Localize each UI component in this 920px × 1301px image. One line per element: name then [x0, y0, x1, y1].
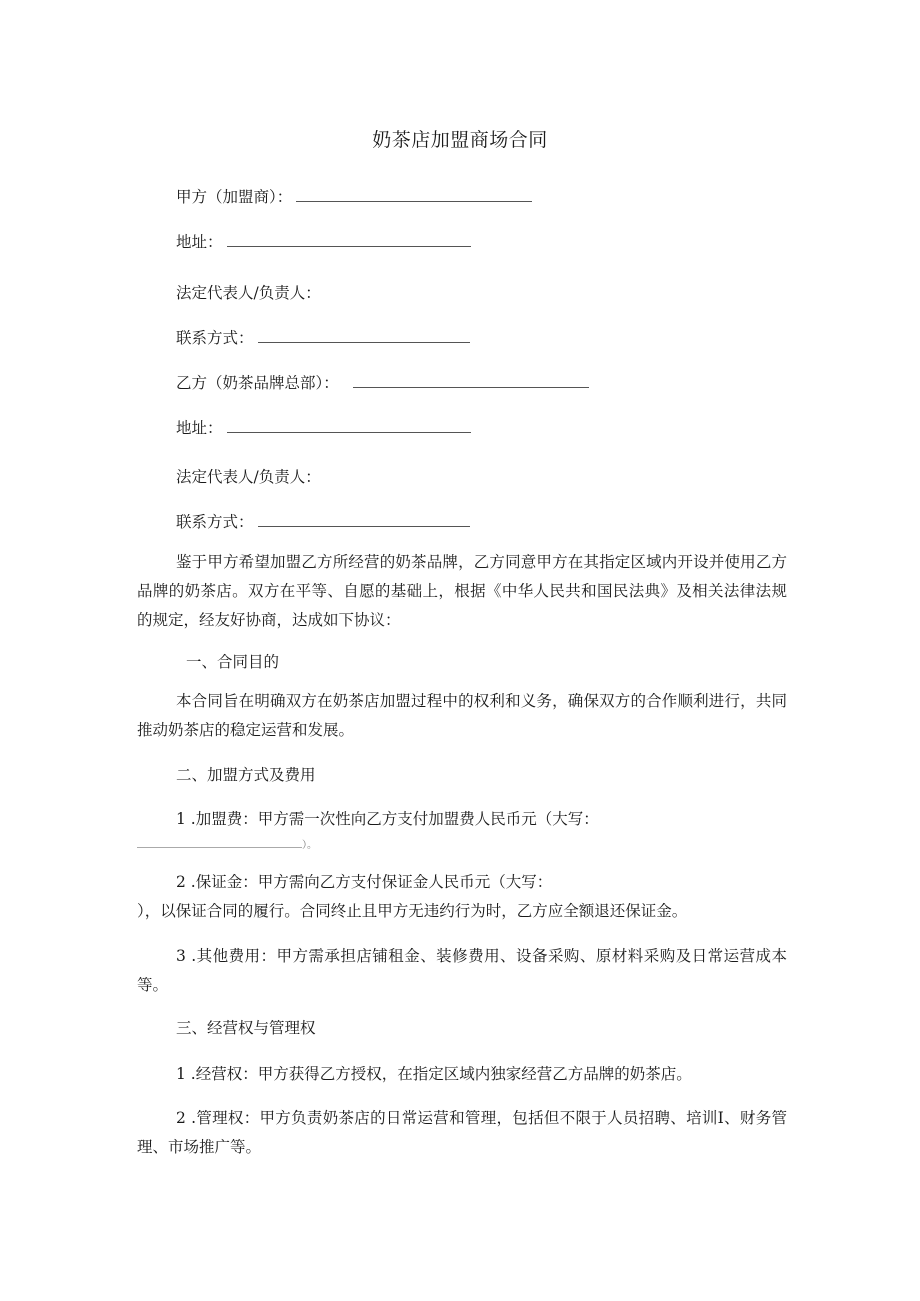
party-b-contact-label: 联系方式： [176, 513, 254, 531]
party-a-contact-blank[interactable] [258, 328, 470, 343]
fee-capital-blank[interactable] [137, 837, 302, 848]
party-b-address-blank[interactable] [227, 418, 471, 433]
party-b-contact-line [176, 511, 470, 533]
section-1-heading: 一、合同目的 [186, 653, 280, 671]
section-3-item-2: 2 .管理权：甲方负责奶茶店的日常运营和管理，包括但不限于人员招聘、培训I、财务管理、市场推广等。 [137, 1109, 787, 1156]
party-a-address-blank[interactable] [227, 232, 471, 247]
section-1-body: 本合同旨在明确双方在奶茶店加盟过程中的权利和义务，确保双方的合作顺利进行，共同推动奶茶店的稳定运营和发展。 [137, 692, 787, 739]
section-2-item-1-tail: ）。 [302, 840, 317, 851]
section-2-heading: 二、加盟方式及费用 [176, 766, 316, 784]
section-2-item-3: 3 .其他费用：甲方需承担店铺租金、装修费用、设备采购、原材料采购及日常运营成本等。 [137, 947, 787, 994]
party-a-name-blank[interactable] [296, 187, 532, 202]
section-3-heading: 三、经营权与管理权 [176, 1019, 316, 1037]
party-a-contact-label: 联系方式： [176, 329, 254, 347]
party-b-name-blank[interactable] [353, 373, 589, 388]
party-a-rep-label: 法定代表人/负责人： [176, 284, 321, 302]
section-2-item-1-blank-line [137, 832, 317, 857]
party-a-address-line [176, 231, 471, 253]
party-b-contact-blank[interactable] [258, 512, 470, 527]
section-3-item-1: 1 .经营权：甲方获得乙方授权，在指定区域内独家经营乙方品牌的奶茶店。 [176, 1065, 692, 1083]
party-b-rep-label: 法定代表人/负责人： [176, 468, 321, 486]
section-2-item-1: 1 .加盟费：甲方需一次性向乙方支付加盟费人民币元（大写： [176, 810, 599, 828]
party-a-contact-line [176, 327, 470, 349]
party-a-rep-line [176, 282, 321, 304]
party-b-address-line [176, 417, 471, 439]
section-2-item-2-line-1: 2 .保证金：甲方需向乙方支付保证金人民币元（大写： [176, 873, 553, 891]
party-a-label: 甲方（加盟商）： [176, 188, 293, 206]
party-b-name-line [176, 372, 589, 394]
party-b-address-label: 地址： [176, 419, 223, 437]
party-b-rep-line [176, 466, 321, 488]
party-a-name-line [176, 186, 532, 208]
party-b-label: 乙方（奶茶品牌总部）： [176, 374, 339, 392]
section-2-item-2-line-2: ），以保证合同的履行。合同终止且甲方无违约行为时，乙方应全额退还保证金。 [137, 902, 688, 920]
preamble-paragraph: 鉴于甲方希望加盟乙方所经营的奶茶品牌，乙方同意甲方在其指定区域内开设并使用乙方品牌的奶茶店。双方在平等、自愿的基础上，根据《中华人民共和国民法典》及相关法律法规的规定，经友好协商，达成如下协议： [137, 553, 787, 629]
document-title: 奶茶店加盟商场合同 [372, 129, 548, 151]
party-a-address-label: 地址： [176, 233, 223, 251]
